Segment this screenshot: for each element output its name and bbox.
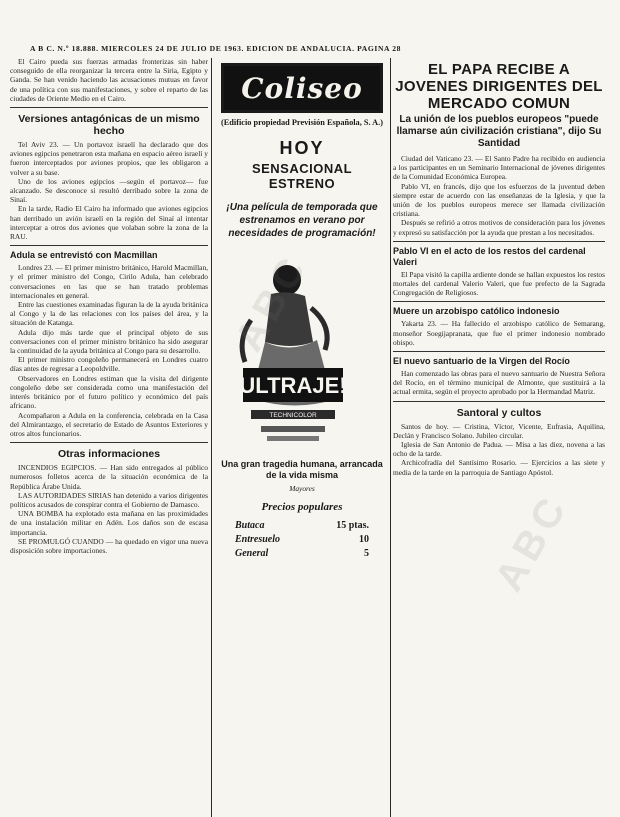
article-paragraph: Observadores en Londres estiman que la visita del dirigente congoleño debe ser considerada como una manifestación del interés británico por el futuro político y económico del país africano. — [10, 373, 208, 411]
price-value: 15 ptas. — [336, 520, 369, 531]
running-head: A B C. N.º 18.888. MIERCOLES 24 DE JULIO DE 1963. EDICION DE ANDALUCIA. PAGINA 28 — [30, 44, 401, 53]
headline-santoral: Santoral y cultos — [456, 406, 542, 419]
column-advertisement — [215, 57, 387, 817]
headline-versiones: Versiones antagónicas de un mismo hecho — [18, 113, 200, 138]
article-paragraph: Pablo VI, en francés, dijo que los esfuerzos de la juventud deben siempre estar de acuerdo con las enseñanzas de la Iglesia, y que la unión de los pueblos europeos merece ser llamada civilización cristiana. — [393, 181, 605, 219]
price-row — [221, 547, 383, 561]
poster-subtitle: TECHNICOLOR — [269, 412, 317, 419]
column-rule-1 — [211, 58, 212, 817]
divider — [10, 442, 208, 443]
ad-tagline: Una gran tragedia humana, arrancada de la vida misma — [221, 459, 383, 480]
article-paragraph: Iglesia de San Antonio de Padua. — Misa a las diez, novena a las ocho de la tarde. — [393, 440, 605, 459]
article-paragraph: Ciudad del Vaticano 23. — El Santo Padre ha recibido en audiencia a los participantes en un Seminario Internacional de jóvenes dirigentes de la Comunidad Económica Europea. — [393, 154, 605, 182]
divider — [10, 107, 208, 108]
column-left — [10, 57, 208, 817]
price-value: 10 — [359, 534, 369, 545]
brief-paragraph: UNA BOMBA ha explotado esta mañana en las proximidades de una instalación militar en Adén. Los daños son de escasa importancia. — [10, 509, 208, 537]
poster-title: ULTRAJE! — [239, 373, 347, 398]
brief-paragraph: SE PROMULGÓ CUANDO — ha quedado en vigor una nueva disposición sobre importaciones. — [10, 536, 208, 555]
column-right — [393, 57, 605, 817]
ad-estreno: SENSACIONAL ESTRENO — [251, 161, 353, 191]
article-paragraph: Han comenzado las obras para el nuevo santuario de Nuestra Señora del Rocío, en el término municipal de Almonte, que sustituirá a la actual ermita, según el proyecto aprobado por la Hermandad Matriz. — [393, 369, 605, 397]
divider — [393, 241, 605, 242]
headline-adula: Adula se entrevistó con Macmillan — [10, 250, 158, 261]
article-paragraph: Después se refirió a otros motivos de consideración para los jóvenes y expresó su satisfacción por la ayuda que prestan a los necesitados. — [393, 218, 605, 237]
deck-papa: La unión de los pueblos europeos "puede llamarse aún civilización cristiana", dijo Su Santidad — [396, 114, 602, 149]
headline-arzobispo: Muere un arzobispo católico indonesio — [393, 306, 560, 317]
article-paragraph: El primer ministro congoleño permanecerá en Londres cuatro días antes de regresar a Leopoldville. — [10, 355, 208, 374]
article-paragraph: Santos de hoy. — Cristina, Víctor, Vicente, Eufrasia, Aquilina, Declán y Francisco Solano. Jubileo circular. — [393, 421, 605, 440]
brief-paragraph: INCENDIOS EGIPCIOS. — Han sido entregados al público numerosos folletos acerca de la situación económica de la República Árabe Unida. — [10, 463, 208, 491]
ad-logo-frame — [221, 63, 383, 113]
watermark: ABC — [486, 485, 578, 599]
headline-papa: EL PAPA RECIBE A JOVENES DIRIGENTES DEL MERCADO COMUN — [395, 61, 603, 112]
article-paragraph: Tel Aviv 23. — Un portavoz israelí ha declarado que dos aviones egipcios penetraron esta mañana en espacio aéreo israelí y fueron interceptados por aviones propios, que les obligaron a volver a su base. — [10, 140, 208, 177]
headline-otras: Otras informaciones — [57, 448, 161, 461]
article-paragraph: En la tarde, Radio El Cairo ha informado que aviones egipcios han derribado un avión israelí en la región del Sinaí al intentar interceptar a otros dos aviones que volaban sobre la zona de la RAU. — [10, 204, 208, 242]
intro-paragraph: El Cairo pueda sus fuerzas armadas fronterizas sin haber conseguido de ella reorganizar la tercera entre la Siria, Egipto y Ganda. Se han venido haciendo las acusaciones mutuas en favor de una política con sus manifestaciones, y sobre el reparto de las ciudades de Oriente Medio en el Cairo. — [10, 57, 208, 103]
article-paragraph: El Papa visitó la capilla ardiente donde se hallan expuestos los restos mortales del cardenal Valerio Valeri, que fue prefecto de la Sagrada Congregación de Religiosos. — [393, 269, 605, 298]
price-row — [221, 533, 383, 547]
article-paragraph: Archicofradía del Santísimo Rosario. — Ejercicios a las siete y media de la tarde en la parroquia de Santiago Apóstol. — [393, 458, 605, 477]
price-row — [221, 519, 383, 533]
headline-valeri: Pablo VI en el acto de los restos del cardenal Valeri — [393, 245, 586, 267]
price-label: Butaca — [235, 520, 265, 531]
ad-owner: (Edificio propiedad Previsión Española, S. A.) — [221, 118, 383, 127]
film-poster — [221, 250, 361, 448]
article-paragraph: Yakarta 23. — Ha fallecido el arzobispo católico de Semarang, monseñor Soegijapranata, que fue el primer indonesio nombrado obispo. — [393, 319, 605, 347]
divider — [10, 245, 208, 246]
divider — [393, 301, 605, 302]
headline-rocio: El nuevo santuario de la Virgen del Rocío — [393, 356, 570, 367]
price-value: 5 — [364, 548, 369, 559]
article-paragraph: Adula dijo más tarde que el principal objeto de sus conversaciones con el primer ministro británico ha sido asegurar la continuidad de la ayuda británica al Congo para su desarrollo. — [10, 327, 208, 356]
ad-promo: ¡Una película de temporada que estrenamos en verano por necesidades de programación! — [226, 202, 378, 239]
brief-paragraph: LAS AUTORIDADES SIRIAS han detenido a varios dirigentes políticos acusados de conspirar contra el Gobierno de Damasco. — [10, 490, 208, 509]
article-paragraph: Uno de los aviones egipcios —según el portavoz— fue alcanzado. Se desconoce si resultó derribado sobre la zona de Sinaí. — [10, 176, 208, 205]
article-paragraph: Londres 23. — El primer ministro británico, Harold Macmillan, y el primer ministro del Congo, Cirilo Adula, han celebrado conversaciones en las que se han tratado problemas internacionales en general. — [10, 263, 208, 300]
article-paragraph: Entre las cuestiones examinadas figuran la de la ayuda británica al Congo y la de las relaciones con los países del área, y la situación de Katanga. — [10, 300, 208, 328]
coliseo-logo: Coliseo — [241, 71, 363, 105]
divider — [393, 351, 605, 352]
divider — [393, 401, 605, 402]
price-label: Entresuelo — [235, 534, 281, 545]
column-rule-2 — [390, 58, 391, 817]
ad-hoy: HOY — [279, 138, 325, 158]
article-paragraph: Acompañaron a Adula en la conferencia, celebrada en la Casa del Almirantazgo, el secretario de Estado de Asuntos Exteriores y otros altos funcionarios. — [10, 410, 208, 438]
prices-title: Precios populares — [261, 501, 343, 513]
price-label: General — [235, 548, 269, 559]
ad-rating: Mayores — [289, 484, 315, 493]
coliseo-ad — [221, 63, 383, 561]
